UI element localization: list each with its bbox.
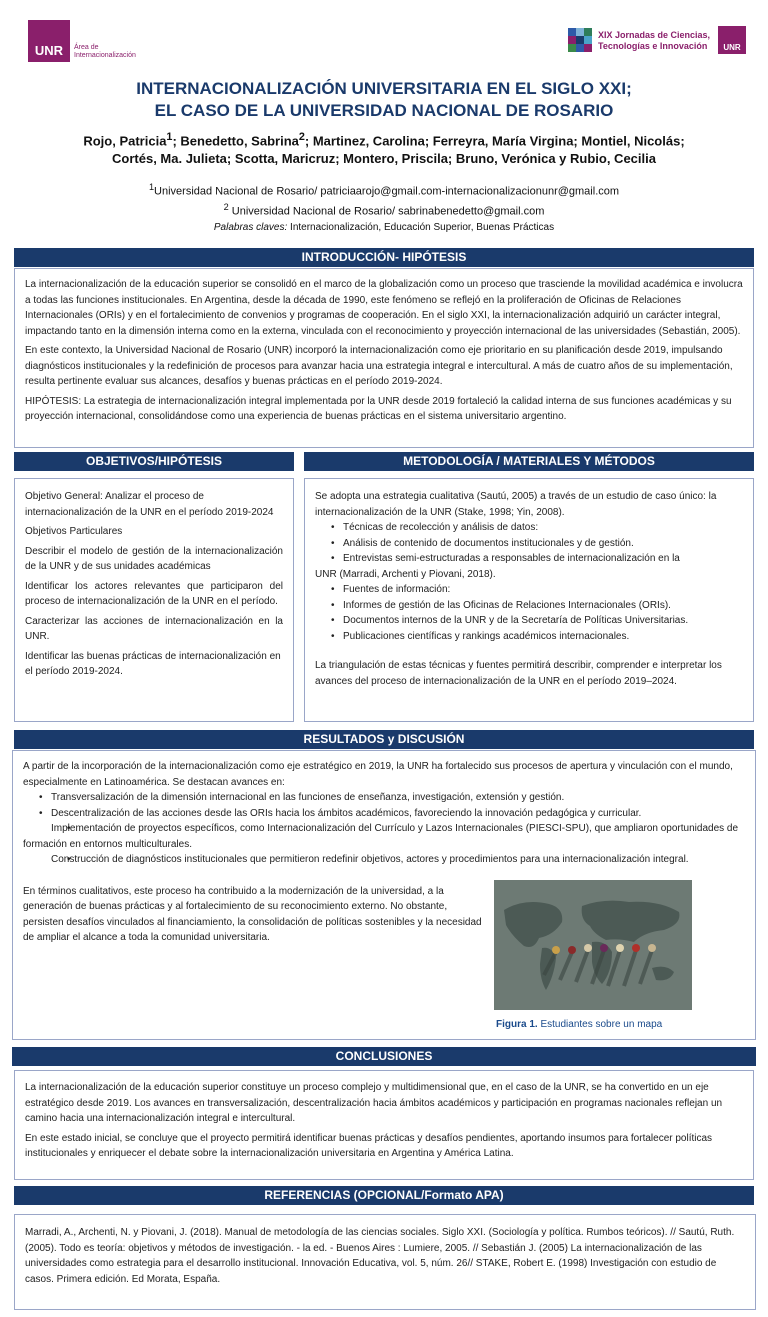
keywords	[0, 222, 768, 233]
intro-box	[14, 268, 754, 448]
authors	[40, 128, 728, 168]
metodologia-item-3: • Entrevistas semi-estructuradas a responsables de internacionalización en la	[315, 551, 743, 567]
referencias-box	[14, 1214, 756, 1310]
affiliation-2	[0, 200, 768, 220]
resultados-list	[23, 790, 745, 868]
area-line-2: Internacionalización	[74, 52, 136, 59]
metodologia-closing: La triangulación de estas técnicas y fuentes permitirá describir, comprender e interpretar los avances del proceso de internacionalización de la UNR en el período 2019–2024.	[315, 660, 722, 687]
objetivo-1: Describir el modelo de gestión de la internacionalización de la UNR y de sus unidades académicas	[25, 545, 283, 572]
title-line-2: EL CASO DE LA UNIVERSIDAD NACIONAL DE ROSARIO	[154, 101, 614, 120]
affiliation-2-sup: 2	[223, 201, 229, 212]
affiliation-1-sup: 1	[148, 182, 155, 192]
objetivos-particulares-label: Objetivos Particulares	[25, 526, 123, 537]
author-2-sup: 2	[298, 131, 305, 143]
unr-logo-small	[718, 26, 746, 54]
metodologia-box	[304, 478, 754, 722]
intro-paragraph-1: La internacionalización de la educación superior se consolidó en el marco de la globalización como un proceso que trasciende la movilidad académica e involucra a todas las funciones institucionales. En Argentina, desde la década de 1990, este fenómeno se reflejó en la proliferación de Oficinas de Relaciones Internacionales (ORIs) y en el fortalecimiento de convenios y programas de cooperación. En el siglo XXI, la internacionalización adquirió un carácter integral, impactando tanto en la dimensión interna como en la externa, vinculada con el reconocimiento y proyección internacional de las universidades (Sebastián, 2005).	[25, 279, 743, 337]
metodologia-item-1: • Técnicas de recolección y análisis de datos:	[315, 520, 743, 536]
metodologia-item-4: • Fuentes de información:	[315, 582, 743, 598]
objetivos-heading: OBJETIVOS/HIPÓTESIS	[14, 452, 294, 471]
conclusiones-paragraph-1: La internacionalización de la educación superior constituye un proceso complejo y multidimensional que, en el caso de la UNR, se ha convertido en un eje estratégico desde 2019. Los avances en transversalización, descentralización hacia ámbitos académicos y participación en programas nacionales reflejan un camino hacia una internacionalización integral e intercultural.	[25, 1082, 723, 1124]
affiliation-1	[0, 180, 768, 200]
poster-title	[0, 78, 768, 122]
unr-logo-text: UNR	[34, 43, 64, 58]
resultados-item-4: • Construcción de diagnósticos institucionales que permitieron redefinir objetivos, actores y procedimientos para una internacionalización integral.	[23, 852, 745, 868]
resultados-paragraph-2: En términos cualitativos, este proceso ha contribuido a la modernización de la universidad, a la generación de buenas prácticas y al fortalecimiento de su reconocimiento externo. No obstante, persisten desafíos vinculados al financiamiento, la consolidación de políticas sostenibles y la necesidad de ampliar el alcance a toda la comunidad universitaria.	[23, 885, 482, 943]
conclusiones-heading: CONCLUSIONES	[12, 1047, 756, 1066]
affiliation-2-text: Universidad Nacional de Rosario/ sabrinabenedetto@gmail.com	[228, 205, 545, 218]
event-name	[598, 30, 710, 52]
objetivos-box	[14, 478, 294, 722]
metodologia-item-6: • Documentos internos de la UNR y de la Secretaría de Políticas Universitarias.	[315, 613, 743, 629]
world-map-icon	[494, 880, 692, 1010]
objetivo-4: Identificar las buenas prácticas de internacionalización en el período 2019-2024.	[25, 650, 281, 677]
metodologia-item-5: • Informes de gestión de las Oficinas de Relaciones Internacionales (ORIs).	[315, 598, 743, 614]
area-line-1: Área de	[74, 44, 99, 51]
unr-logo	[28, 20, 70, 62]
conclusiones-paragraph-2: En este estado inicial, se concluye que el proyecto permitirá identificar buenas prácticas y desafíos pendientes, aportando insumos para fortalecer políticas institucionales y enriquecer el debate sobre la internacionalización universitaria en Argentina y América Latina.	[25, 1132, 713, 1159]
students-map-image	[494, 880, 692, 1010]
resultados-item-3: • Implementación de proyectos específicos, como Internacionalización del Currículo y Lazos Internacionales (PIESCI-SPU), que ampliaron oportunidades de formación en entornos multiculturales.	[23, 821, 745, 852]
referencias-heading: REFERENCIAS (OPCIONAL/Formato APA)	[14, 1186, 754, 1205]
intro-hypothesis: HIPÓTESIS: La estrategia de internacionalización integral implementada por la UNR desde 2019 fortaleció la calidad interna de sus funciones académicas y su proyección internacional, consolidándose como una experiencia de buenas prácticas en el sistema universitario argentino.	[25, 395, 732, 422]
event-line-2: Tecnologías e Innovación	[598, 41, 708, 51]
figure-caption-text: Estudiantes sobre un mapa	[537, 1019, 663, 1030]
affiliations	[0, 180, 768, 219]
jornadas-mosaic-icon	[568, 28, 592, 52]
poster-header	[0, 0, 768, 72]
unr-logo-small-text: UNR	[723, 43, 741, 52]
metodologia-item-2: • Análisis de contenido de documentos institucionales y de gestión.	[315, 536, 743, 552]
metodologia-list	[315, 520, 743, 567]
keywords-label: Palabras claves:	[213, 222, 288, 233]
intro-heading: INTRODUCCIÓN- HIPÓTESIS	[14, 248, 754, 267]
resultados-item-2: • Descentralización de las acciones desde las ORIs hacia los ámbitos académicos, favoreciendo la innovación pedagógica y curricular.	[23, 806, 745, 822]
objetivo-general: Objetivo General: Analizar el proceso de internacionalización de la UNR en el período 2019-2024	[25, 491, 274, 518]
objetivo-2: Identificar los actores relevantes que participaron del proceso de internacionalización de la UNR en el período.	[25, 580, 283, 607]
author-2: ; Benedetto, Sabrina	[172, 133, 299, 149]
metodologia-list-2	[315, 582, 743, 644]
author-1-sup: 1	[166, 131, 173, 143]
resultados-item-1: • Transversalización de la dimensión internacional en las funciones de enseñanza, investigación, extensión y gestión.	[23, 790, 745, 806]
intro-paragraph-2: En este contexto, la Universidad Nacional de Rosario (UNR) incorporó la internacionalización como eje prioritario en su planificación desde 2019, impulsando diagnósticos institucionales y la redefinición de procesos para avanzar hacia una estrategia integral e intercultural. A más de cuatro años de su implementación, resulta pertinente evaluar sus alcances, desafíos y buenas prácticas en el período 2019-2024.	[25, 345, 733, 387]
metodologia-intro: Se adopta una estrategia cualitativa (Sautú, 2005) a través de un estudio de caso único: la internacionalización de la UNR (Stake, 1998; Yin, 2008).	[315, 491, 717, 518]
title-line-1: INTERNACIONALIZACIÓN UNIVERSITARIA EN EL SIGLO XXI;	[136, 79, 632, 98]
resultados-heading: RESULTADOS y DISCUSIÓN	[14, 730, 754, 749]
authors-line-1	[40, 128, 728, 150]
figure-caption	[496, 1019, 662, 1030]
resultados-intro: A partir de la incorporación de la internacionalización como eje estratégico en 2019, la UNR ha fortalecido sus procesos de apertura y vinculación con el mundo, especialmente en Latinoamérica. Se destacan avances en:	[23, 761, 733, 788]
keywords-value: Internacionalización, Educación Superior, Buenas Prácticas	[287, 222, 555, 233]
area-internacionalizacion-label	[74, 44, 136, 60]
figure-label: Figura 1.	[496, 1019, 538, 1030]
affiliation-1-text: Universidad Nacional de Rosario/ patriciaarojo@gmail.com-internacionalizacionunr@gmail.com	[154, 185, 620, 198]
metodologia-item-7: • Publicaciones científicas y rankings académicos internacionales.	[315, 629, 743, 645]
author-1: Rojo, Patricia	[83, 133, 167, 149]
metodologia-item-3-cont: UNR (Marradi, Archenti y Piovani, 2018).	[315, 568, 496, 580]
objetivo-3: Caracterizar las acciones de internacionalización en la UNR.	[25, 615, 283, 642]
event-line-1: XIX Jornadas de Ciencias,	[598, 30, 711, 40]
conclusiones-box	[14, 1070, 754, 1180]
metodologia-heading: METODOLOGÍA / MATERIALES Y MÉTODOS	[304, 452, 754, 471]
authors-rest: ; Martinez, Carolina; Ferreyra, María Virgina; Montiel, Nicolás;	[304, 133, 685, 149]
referencias-text: Marradi, A., Archenti, N. y Piovani, J. (2018). Manual de metodología de las ciencias sociales. Siglo XXI. (Sociología y política. Rumbos teóricos). // Sautú, Ruth.(2005). Todo es teoría: objetivos y métodos de investigación. - la ed. - Buenos Aires : Lumiere, 2005. // Sebastián J. (2005) La internacionalización de las universidades como estrategia para el desarrollo institucional. Innovación Educativa, vol. 5, núm. 26// STAKE, Robert E. (1998) Investigación con estudio de casos. Primera edición. Ed Morata, España.	[25, 1227, 735, 1285]
authors-line-2: Cortés, Ma. Julieta; Scotta, Maricruz; Montero, Priscila; Bruno, Verónica y Rubio, Cecilia	[112, 151, 656, 167]
